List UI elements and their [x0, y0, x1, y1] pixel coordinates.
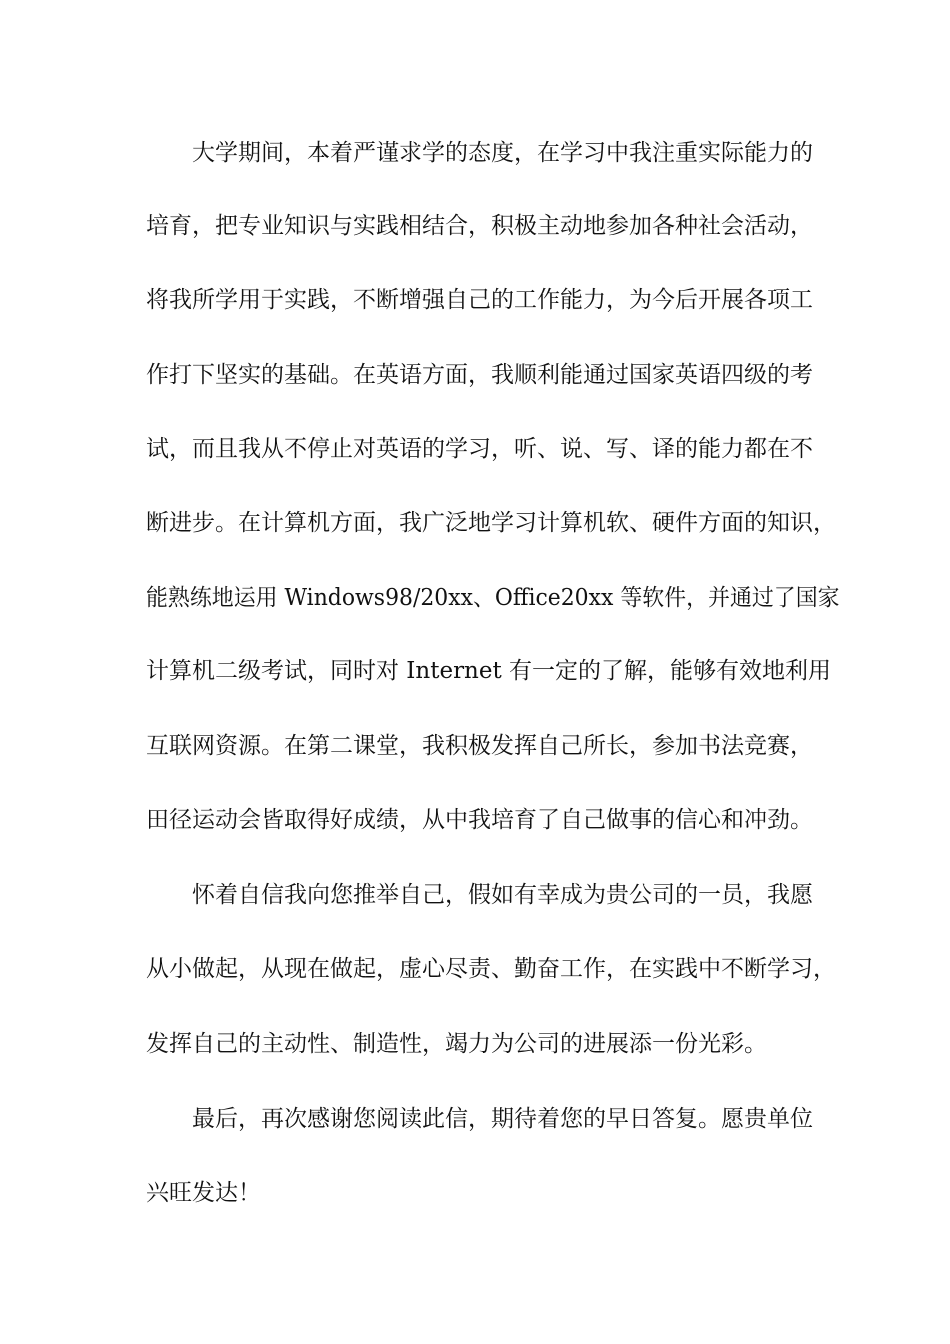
paragraph-1-line-9: 互联网资源。在第二课堂，我积极发挥自己所长，参加书法竞赛， [146, 733, 813, 759]
paragraph-2-line-1: 怀着自信我向您推举自己，假如有幸成为贵公司的一员，我愿 [192, 882, 813, 908]
paragraph-1-line-2: 培育，把专业知识与实践相结合，积极主动地参加各种社会活动， [146, 213, 813, 239]
paragraph-3-line-2: 兴旺发达！ [146, 1180, 261, 1206]
paragraph-1-line-6: 断进步。在计算机方面，我广泛地学习计算机软、硬件方面的知识， [146, 510, 836, 536]
paragraph-1-line-3: 将我所学用于实践，不断增强自己的工作能力，为今后开展各项工 [146, 287, 813, 313]
paragraph-1-line-5: 试，而且我从不停止对英语的学习，听、说、写、译的能力都在不 [146, 436, 813, 462]
paragraph-3-line-1: 最后，再次感谢您阅读此信，期待着您的早日答复。愿贵单位 [192, 1106, 813, 1132]
paragraph-1-line-7: 能熟练地运用 Windows98/20xx、Office20xx 等软件，并通过了国家 [146, 585, 840, 611]
paragraph-1-line-8: 计算机二级考试，同时对 Internet 有一定的了解，能够有效地利用 [146, 658, 832, 684]
paragraph-1-line-10: 田径运动会皆取得好成绩，从中我培育了自己做事的信心和冲劲。 [146, 807, 813, 833]
paragraph-2-line-2: 从小做起，从现在做起，虚心尽责、勤奋工作，在实践中不断学习， [146, 956, 836, 982]
paragraph-1-line-1: 大学期间，本着严谨求学的态度，在学习中我注重实际能力的 [192, 140, 813, 166]
paragraph-2-line-3: 发挥自己的主动性、制造性，竭力为公司的进展添一份光彩。 [146, 1031, 767, 1057]
paragraph-1-line-4: 作打下坚实的基础。在英语方面，我顺利能通过国家英语四级的考 [146, 362, 813, 388]
